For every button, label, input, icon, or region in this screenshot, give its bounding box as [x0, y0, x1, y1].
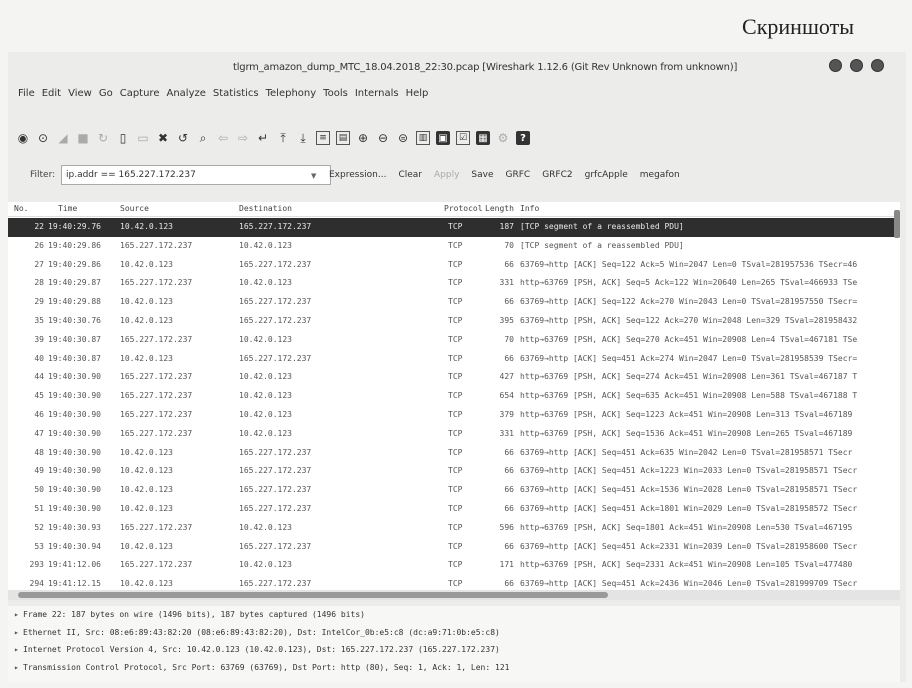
- cell-len: 187: [499, 222, 514, 231]
- menu-tools[interactable]: Tools: [323, 88, 348, 99]
- cell-info: [TCP segment of a reassembled PDU]: [520, 240, 684, 250]
- cell-src: 165.227.172.237: [120, 334, 193, 344]
- cell-dst: 10.42.0.123: [239, 240, 292, 250]
- table-row[interactable]: [8, 293, 900, 312]
- cell-src: 165.227.172.237: [120, 560, 193, 570]
- menu-statistics[interactable]: Statistics: [212, 88, 259, 99]
- cell-no: 26: [34, 240, 44, 250]
- cell-len: 70: [504, 240, 514, 250]
- cell-proto: TCP: [448, 353, 463, 363]
- cell-time: 19:40:30.76: [48, 315, 101, 325]
- cell-time: 19:40:30.90: [48, 466, 101, 476]
- page-heading: Скриншоты: [742, 14, 854, 39]
- cell-len: 654: [499, 391, 514, 401]
- cell-dst: 10.42.0.123: [239, 334, 292, 344]
- cell-time: 19:40:29.88: [48, 297, 101, 307]
- table-row[interactable]: [8, 387, 900, 406]
- vertical-scrollbar[interactable]: [894, 210, 900, 238]
- cell-info: 63769→http [ACK] Seq=451 Ack=274 Win=2047 Len=0 TSval=281958539 TSecr=: [520, 353, 858, 363]
- cell-proto: TCP: [448, 485, 463, 495]
- cell-no: 51: [34, 503, 44, 513]
- cell-src: 165.227.172.237: [120, 522, 193, 532]
- find-packet-icon[interactable]: ⌕: [199, 130, 207, 145]
- colorize-icon[interactable]: ≡: [316, 131, 330, 145]
- go-to-packet-icon[interactable]: ↵: [257, 131, 269, 145]
- cell-len: 66: [504, 503, 514, 513]
- cell-dst: 10.42.0.123: [239, 428, 292, 438]
- filter-dropdown-icon[interactable]: ▼: [311, 172, 317, 180]
- column-header-time[interactable]: Time: [58, 204, 78, 213]
- menu-capture[interactable]: Capture: [119, 88, 160, 99]
- go-last-icon[interactable]: ⤓: [300, 130, 306, 145]
- cell-len: 66: [504, 485, 514, 495]
- cell-len: 331: [499, 278, 514, 288]
- cell-len: 66: [504, 297, 514, 307]
- cell-time: 19:40:30.90: [48, 485, 101, 495]
- detail-tcp[interactable]: ▸ Transmission Control Protocol, Src Port: 63769 (63769), Dst Port: http (80), Seq: 1, Ack: 1, Len: 121: [8, 659, 900, 677]
- detail-ethernet[interactable]: ▸ Ethernet II, Src: 08:e6:89:43:82:20 (08:e6:89:43:82:20), Dst: IntelCor_0b:e5:c8 (dc:a9:71:0b:e5:c8): [8, 624, 900, 642]
- table-row[interactable]: [8, 575, 900, 590]
- capture-options-icon[interactable]: ⊙: [37, 131, 49, 145]
- cell-dst: 165.227.172.237: [239, 579, 312, 589]
- column-header-protocol[interactable]: Protocol: [444, 204, 483, 213]
- help-icon[interactable]: ?: [516, 131, 530, 145]
- menu-help[interactable]: Help: [405, 88, 429, 99]
- filter-input[interactable]: [61, 165, 331, 185]
- cell-no: 50: [34, 485, 44, 495]
- cell-info: http→63769 [PSH, ACK] Seq=1223 Ack=451 Win=20908 Len=313 TSval=467189: [520, 409, 853, 419]
- cell-len: 427: [499, 372, 514, 382]
- cell-proto: TCP: [448, 297, 463, 307]
- interface-list-icon[interactable]: ◉: [17, 131, 29, 145]
- cell-time: 19:41:12.06: [48, 560, 101, 570]
- menu-file[interactable]: File: [18, 88, 35, 99]
- minimize-button[interactable]: [829, 59, 842, 72]
- close-button[interactable]: [871, 59, 884, 72]
- maximize-button[interactable]: [850, 59, 863, 72]
- cell-time: 19:40:30.90: [48, 447, 101, 457]
- menu-view[interactable]: View: [68, 88, 92, 99]
- cell-no: 39: [34, 334, 44, 344]
- horizontal-scrollbar-thumb[interactable]: [18, 592, 608, 598]
- cell-proto: TCP: [448, 522, 463, 532]
- menu-internals[interactable]: Internals: [354, 88, 399, 99]
- auto-scroll-icon[interactable]: ▤: [336, 131, 350, 145]
- cell-dst: 10.42.0.123: [239, 278, 292, 288]
- cell-proto: TCP: [448, 560, 463, 570]
- cell-dst: 10.42.0.123: [239, 409, 292, 419]
- cell-no: 52: [34, 522, 44, 532]
- cell-src: 10.42.0.123: [120, 315, 173, 325]
- cell-src: 165.227.172.237: [120, 391, 193, 401]
- table-row[interactable]: [8, 500, 900, 519]
- cell-time: 19:40:30.93: [48, 522, 101, 532]
- cell-len: 171: [499, 560, 514, 570]
- cell-time: 19:40:29.86: [48, 240, 101, 250]
- cell-no: 49: [34, 466, 44, 476]
- cell-src: 10.42.0.123: [120, 447, 173, 457]
- cell-dst: 10.42.0.123: [239, 522, 292, 532]
- go-back-icon[interactable]: ⇦: [217, 131, 229, 145]
- cell-src: 165.227.172.237: [120, 428, 193, 438]
- cell-info: 63769→http [ACK] Seq=122 Ack=270 Win=2043 Len=0 TSval=281957550 TSecr=: [520, 297, 858, 307]
- coloring-rules-icon[interactable]: ▦: [476, 131, 490, 145]
- cell-time: 19:41:12.15: [48, 579, 101, 589]
- menu-edit[interactable]: Edit: [41, 88, 62, 99]
- packet-list: [8, 202, 900, 590]
- column-header-destination[interactable]: Destination: [239, 204, 292, 213]
- cell-dst: 165.227.172.237: [239, 485, 312, 495]
- menu-go[interactable]: Go: [98, 88, 113, 99]
- cell-time: 19:40:30.87: [48, 353, 101, 363]
- cell-src: 10.42.0.123: [120, 222, 173, 231]
- cell-proto: TCP: [448, 503, 463, 513]
- cell-time: 19:40:30.90: [48, 503, 101, 513]
- cell-len: 395: [499, 315, 514, 325]
- cell-len: 66: [504, 259, 514, 269]
- window-title: tlgrm_amazon_dump_MTC_18.04.2018_22:30.pcap [Wireshark 1.12.6 (Git Rev Unknown from unknown)]: [233, 62, 738, 73]
- column-header-source[interactable]: Source: [120, 204, 149, 213]
- cell-src: 165.227.172.237: [120, 372, 193, 382]
- expand-arrow-icon[interactable]: ▸: [14, 645, 19, 654]
- cell-len: 66: [504, 353, 514, 363]
- cell-no: 48: [34, 447, 44, 457]
- main-toolbar: [16, 126, 530, 150]
- cell-time: 19:40:30.90: [48, 428, 101, 438]
- open-file-icon[interactable]: ▯: [119, 131, 127, 145]
- cell-info: 63769→http [ACK] Seq=122 Ack=5 Win=2047 Len=0 TSval=281957536 TSecr=46: [520, 259, 858, 269]
- cell-src: 165.227.172.237: [120, 409, 193, 419]
- table-row[interactable]: [8, 256, 900, 275]
- table-row[interactable]: [8, 331, 900, 350]
- table-row[interactable]: [8, 237, 900, 256]
- cell-info: http→63769 [PSH, ACK] Seq=1801 Ack=451 Win=20908 Len=530 TSval=467195: [520, 522, 853, 532]
- expand-arrow-icon[interactable]: ▸: [14, 610, 19, 619]
- cell-no: 47: [34, 428, 44, 438]
- expand-arrow-icon[interactable]: ▸: [14, 627, 19, 637]
- zoom-out-icon[interactable]: ⊖: [377, 131, 389, 145]
- cell-proto: TCP: [448, 259, 463, 269]
- cell-time: 19:40:30.87: [48, 334, 101, 344]
- cell-info: 63769→http [ACK] Seq=451 Ack=1801 Win=2029 Len=0 TSval=281958572 TSecr: [520, 503, 858, 513]
- expand-arrow-icon[interactable]: ▸: [14, 662, 19, 672]
- zoom-in-icon[interactable]: ⊕: [357, 131, 369, 145]
- table-row[interactable]: [8, 425, 900, 444]
- cell-proto: TCP: [448, 240, 463, 250]
- cell-proto: TCP: [448, 466, 463, 476]
- cell-dst: 165.227.172.237: [239, 466, 312, 476]
- cell-time: 19:40:30.90: [48, 391, 101, 401]
- preferences-icon[interactable]: ⚙: [497, 131, 509, 145]
- cell-no: 27: [34, 259, 44, 269]
- cell-no: 293: [29, 560, 44, 570]
- cell-proto: TCP: [448, 391, 463, 401]
- cell-dst: 165.227.172.237: [239, 541, 312, 551]
- cell-proto: TCP: [448, 315, 463, 325]
- cell-src: 10.42.0.123: [120, 297, 173, 307]
- zoom-normal-icon[interactable]: ⊜: [397, 131, 409, 145]
- cell-dst: 10.42.0.123: [239, 372, 292, 382]
- cell-no: 22: [34, 222, 44, 231]
- title-bar: [8, 52, 906, 82]
- table-row[interactable]: [8, 444, 900, 463]
- table-row[interactable]: [8, 350, 900, 369]
- menu-bar: [8, 88, 428, 106]
- cell-proto: TCP: [448, 447, 463, 457]
- column-header-length[interactable]: Length: [485, 204, 514, 213]
- detail-frame[interactable]: ▸ Frame 22: 187 bytes on wire (1496 bits), 187 bytes captured (1496 bits): [8, 606, 900, 624]
- packet-details: [8, 606, 900, 682]
- cell-src: 10.42.0.123: [120, 503, 173, 513]
- table-row[interactable]: [8, 519, 900, 538]
- cell-dst: 165.227.172.237: [239, 315, 312, 325]
- display-filters-icon[interactable]: ☑: [456, 131, 470, 145]
- cell-len: 596: [499, 522, 514, 532]
- cell-info: 63769→http [ACK] Seq=451 Ack=2331 Win=2039 Len=0 TSval=281958600 TSecr: [520, 541, 858, 551]
- cell-dst: 10.42.0.123: [239, 391, 292, 401]
- cell-info: http→63769 [PSH, ACK] Seq=1536 Ack=451 Win=20908 Len=265 TSval=467189: [520, 428, 853, 438]
- detail-ip[interactable]: ▸ Internet Protocol Version 4, Src: 10.42.0.123 (10.42.0.123), Dst: 165.227.172.237 (165.227.172.237): [8, 641, 900, 659]
- cell-proto: TCP: [448, 428, 463, 438]
- cell-proto: TCP: [448, 409, 463, 419]
- cell-src: 10.42.0.123: [120, 541, 173, 551]
- table-row[interactable]: [8, 538, 900, 557]
- cell-dst: 165.227.172.237: [239, 222, 312, 231]
- cell-time: 19:40:30.94: [48, 541, 101, 551]
- cell-src: 10.42.0.123: [120, 353, 173, 363]
- cell-info: 63769→http [ACK] Seq=451 Ack=1536 Win=2028 Len=0 TSval=281958571 TSecr: [520, 485, 858, 495]
- cell-no: 40: [34, 353, 44, 363]
- filter-grfc-button[interactable]: GRFC: [505, 170, 531, 180]
- table-row[interactable]: [8, 481, 900, 500]
- cell-info: 63769→http [PSH, ACK] Seq=122 Ack=270 Win=2048 Len=329 TSval=281958432: [520, 315, 858, 325]
- cell-no: 46: [34, 409, 44, 419]
- cell-len: 66: [504, 466, 514, 476]
- cell-no: 28: [34, 278, 44, 288]
- column-header-no[interactable]: No.: [14, 204, 29, 213]
- cell-len: 66: [504, 541, 514, 551]
- cell-info: [TCP segment of a reassembled PDU]: [520, 222, 684, 231]
- table-row[interactable]: [8, 218, 900, 237]
- cell-src: 10.42.0.123: [120, 485, 173, 495]
- apply-button[interactable]: Apply: [433, 170, 460, 180]
- cell-info: 63769→http [ACK] Seq=451 Ack=1223 Win=2033 Len=0 TSval=281958571 TSecr: [520, 466, 858, 476]
- cell-src: 10.42.0.123: [120, 259, 173, 269]
- cell-info: http→63769 [PSH, ACK] Seq=2331 Ack=451 Win=20908 Len=105 TSval=477480: [520, 560, 853, 570]
- filter-megafon-button[interactable]: megafon: [639, 170, 680, 180]
- cell-proto: TCP: [448, 372, 463, 382]
- cell-proto: TCP: [448, 579, 463, 589]
- cell-proto: TCP: [448, 222, 463, 231]
- cell-src: 10.42.0.123: [120, 579, 173, 589]
- table-row[interactable]: [8, 368, 900, 387]
- cell-no: 53: [34, 541, 44, 551]
- cell-proto: TCP: [448, 278, 463, 288]
- cell-src: 165.227.172.237: [120, 240, 193, 250]
- close-file-icon[interactable]: ✖: [157, 131, 169, 145]
- cell-no: 294: [29, 579, 44, 589]
- cell-len: 331: [499, 428, 514, 438]
- cell-no: 45: [34, 391, 44, 401]
- cell-info: http→63769 [PSH, ACK] Seq=274 Ack=451 Win=20908 Len=361 TSval=467187 T: [520, 372, 858, 382]
- filter-bar: [8, 164, 906, 190]
- go-forward-icon[interactable]: ⇨: [237, 131, 249, 145]
- column-header-info[interactable]: Info: [520, 204, 540, 213]
- packet-rows: [8, 218, 900, 590]
- table-row[interactable]: [8, 462, 900, 481]
- cell-len: 66: [504, 447, 514, 457]
- cell-time: 19:40:29.86: [48, 259, 101, 269]
- cell-proto: TCP: [448, 334, 463, 344]
- start-capture-icon[interactable]: ◢: [58, 131, 68, 145]
- cell-no: 44: [34, 372, 44, 382]
- cell-len: 379: [499, 409, 514, 419]
- cell-no: 35: [34, 315, 44, 325]
- cell-dst: 165.227.172.237: [239, 297, 312, 307]
- cell-dst: 165.227.172.237: [239, 447, 312, 457]
- filter-label: Filter:: [30, 170, 56, 180]
- capture-filters-icon[interactable]: ▣: [436, 131, 450, 145]
- cell-time: 19:40:30.90: [48, 372, 101, 382]
- cell-len: 70: [504, 334, 514, 344]
- cell-dst: 10.42.0.123: [239, 560, 292, 570]
- stop-capture-icon[interactable]: ■: [77, 131, 89, 145]
- table-row[interactable]: [8, 274, 900, 293]
- clear-button[interactable]: Clear: [398, 170, 422, 180]
- cell-info: http→63769 [PSH, ACK] Seq=270 Ack=451 Win=20908 Len=4 TSval=467181 TSe: [520, 334, 858, 344]
- cell-info: http→63769 [PSH, ACK] Seq=5 Ack=122 Win=20640 Len=265 TSval=466933 TSe: [520, 278, 858, 288]
- menu-telephony[interactable]: Telephony: [265, 88, 317, 99]
- horizontal-scrollbar[interactable]: [8, 590, 900, 600]
- packet-list-header: [8, 202, 900, 217]
- table-row[interactable]: [8, 556, 900, 575]
- cell-time: 19:40:29.76: [48, 222, 101, 231]
- expression-button[interactable]: Expression...: [329, 170, 387, 180]
- cell-dst: 165.227.172.237: [239, 259, 312, 269]
- cell-src: 165.227.172.237: [120, 278, 193, 288]
- cell-info: 63769→http [ACK] Seq=451 Ack=2436 Win=2046 Len=0 TSval=281999709 TSecr: [520, 579, 858, 589]
- cell-len: 66: [504, 579, 514, 589]
- cell-time: 19:40:29.87: [48, 278, 101, 288]
- filter-buttons: [329, 170, 680, 180]
- cell-no: 29: [34, 297, 44, 307]
- menu-analyze[interactable]: Analyze: [166, 88, 206, 99]
- cell-src: 10.42.0.123: [120, 466, 173, 476]
- go-first-icon[interactable]: ⤒: [280, 130, 286, 145]
- cell-info: 63769→http [ACK] Seq=451 Ack=635 Win=2042 Len=0 TSval=281958571 TSecr: [520, 447, 853, 457]
- reload-icon[interactable]: ↺: [177, 131, 189, 145]
- cell-dst: 165.227.172.237: [239, 353, 312, 363]
- table-row[interactable]: [8, 406, 900, 425]
- save-button[interactable]: Save: [471, 170, 494, 180]
- filter-grfc2-button[interactable]: GRFC2: [542, 170, 573, 180]
- restart-capture-icon[interactable]: ↻: [97, 131, 109, 145]
- table-row[interactable]: [8, 312, 900, 331]
- filter-grfcapple-button[interactable]: grfcApple: [584, 170, 628, 180]
- cell-time: 19:40:30.90: [48, 409, 101, 419]
- cell-info: http→63769 [PSH, ACK] Seq=635 Ack=451 Win=20908 Len=588 TSval=467188 T: [520, 391, 858, 401]
- resize-columns-icon[interactable]: ▥: [416, 131, 430, 145]
- wireshark-window: [8, 52, 906, 682]
- save-file-icon[interactable]: ▭: [137, 131, 149, 145]
- cell-dst: 165.227.172.237: [239, 503, 312, 513]
- window-controls: [829, 59, 884, 72]
- cell-proto: TCP: [448, 541, 463, 551]
